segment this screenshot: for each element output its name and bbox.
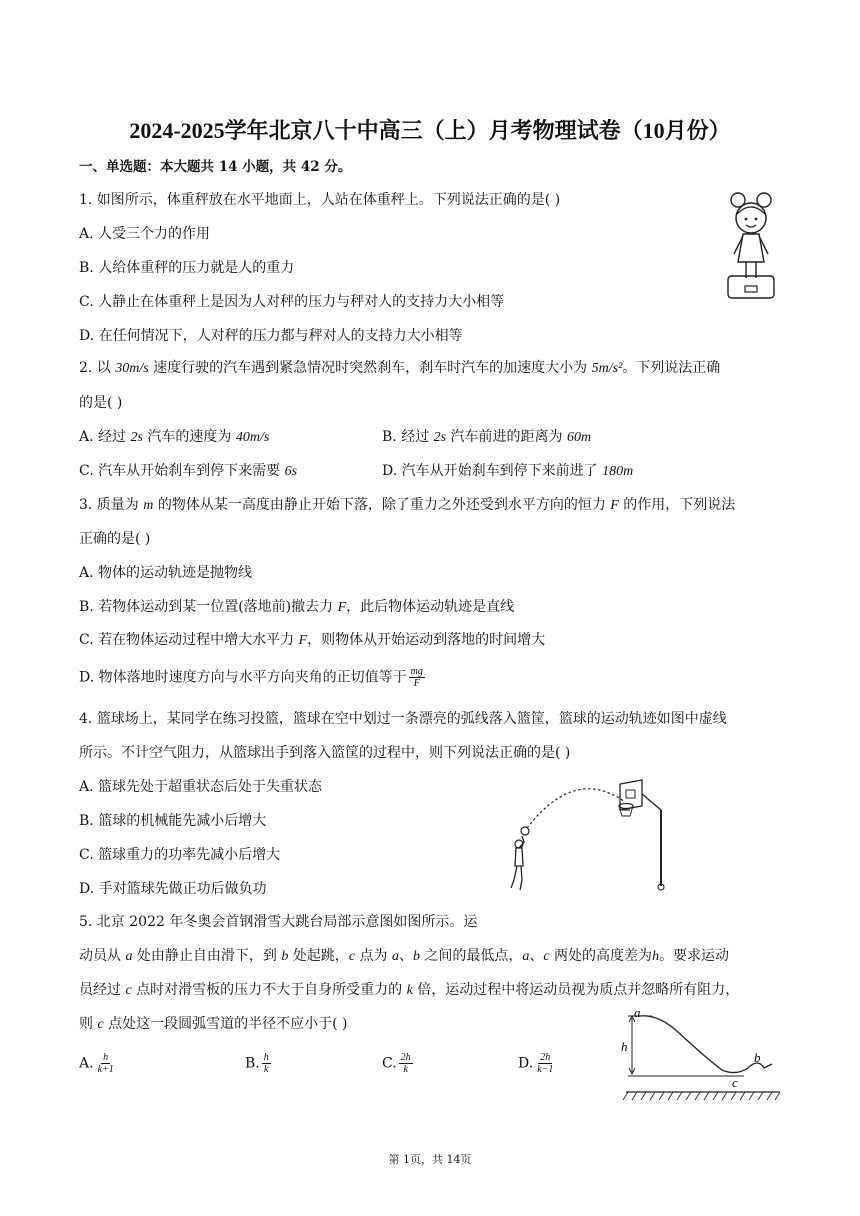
q5-d-fraction bbox=[535, 1052, 555, 1075]
q3-b-force: F bbox=[337, 600, 347, 615]
q2-c-value: 6s bbox=[284, 464, 298, 479]
q5-l4-var-c: c bbox=[97, 1017, 104, 1032]
q5-c-numerator: 2h bbox=[400, 1052, 411, 1063]
ski-jump-figure bbox=[618, 1006, 788, 1108]
q1-option-c: C. 人静止在体重秤上是因为人对秤的压力与秤对人的支持力大小相等 bbox=[79, 294, 505, 310]
q3-stem-line2: 正确的是( ) bbox=[79, 531, 151, 547]
q2-d-text: D. 汽车从开始刹车到停下来前进了 bbox=[382, 463, 603, 479]
q5-stem-line3 bbox=[79, 980, 739, 1001]
q5-d-label: D. bbox=[518, 1055, 534, 1072]
q2-stem-line1 bbox=[79, 358, 720, 379]
q3-c-text-2: ，则物体从开始运动到落地的时间增大 bbox=[307, 632, 546, 648]
q4-stem-line2: 所示。不计空气阻力，从篮球出手到落入篮筐的过程中，则下列说法正确的是( ) bbox=[79, 745, 571, 761]
q5-c-label: C. bbox=[382, 1055, 397, 1072]
fig-label-a: a bbox=[634, 1006, 641, 1020]
q2-a-text-1: A. 经过 bbox=[79, 429, 131, 445]
q5-d-denominator: k−1 bbox=[537, 1064, 554, 1075]
q5-l2-text-c: 处起跳， bbox=[288, 948, 349, 964]
q5-a-fraction bbox=[96, 1052, 116, 1075]
q5-b-denominator: k bbox=[264, 1064, 269, 1075]
q1-option-b: B. 人给体重秤的压力就是人的重力 bbox=[79, 260, 295, 276]
page-title: 2024-2025学年北京八十中高三（上）月考物理试卷（10月份） bbox=[129, 118, 731, 143]
q2-c-text: C. 汽车从开始刹车到停下来需要 bbox=[79, 463, 285, 479]
q3-text-3: 的作用，下列说法 bbox=[618, 497, 736, 513]
q5-l2-var-b: b bbox=[281, 949, 289, 964]
q3-b-text-2: ，此后物体运动轨迹是直线 bbox=[346, 599, 515, 615]
q5-stem-line1: 5. 北京 2022 年冬奥会首钢滑雪大跳台局部示意图如图所示。运 bbox=[79, 914, 478, 930]
q3-d-numerator: mg bbox=[410, 666, 423, 677]
q5-d-numerator: 2h bbox=[540, 1052, 551, 1063]
q4-stem-line1: 4. 篮球场上，某同学在练习投篮，篮球在空中划过一条漂亮的弧线落入篮筐，篮球的运动轨迹如图中虚线 bbox=[79, 711, 727, 727]
q2-speed: 30m/s bbox=[115, 361, 149, 376]
q5-l2-var-h: h bbox=[652, 949, 660, 964]
q2-text-2: 速度行驶的汽车遇到紧急情况时突然刹车，刹车时汽车的加速度大小为 bbox=[148, 360, 592, 376]
q5-stem-line4 bbox=[79, 1014, 348, 1035]
q3-option-d bbox=[79, 666, 427, 689]
q1-option-d: D. 在任何情况下，人对秤的压力都与秤对人的支持力大小相等 bbox=[79, 328, 463, 344]
q2-a-value: 40m/s bbox=[235, 430, 270, 445]
q2-option-a bbox=[79, 427, 269, 448]
q2-b-time: 2s bbox=[433, 430, 447, 445]
page-footer: 第 1页，共 14页 bbox=[388, 1153, 472, 1166]
q5-l4-text-a: 则 bbox=[79, 1016, 98, 1032]
q3-d-text: D. 物体落地时速度方向与水平方向夹角的正切值等于 bbox=[79, 669, 407, 686]
q5-b-numerator: h bbox=[263, 1052, 269, 1063]
q5-a-denominator: k+1 bbox=[97, 1064, 114, 1075]
q4-option-d: D. 手对篮球先做正功后做负功 bbox=[79, 881, 267, 897]
section-heading: 一、单选题：本大题共 14 小题，共 42 分。 bbox=[79, 159, 352, 175]
q3-d-denominator: F bbox=[413, 678, 420, 689]
q5-option-d bbox=[518, 1052, 557, 1075]
q5-b-label: B. bbox=[245, 1055, 260, 1072]
q3-b-text-1: B. 若物体运动到某一位置(落地前)撤去力 bbox=[79, 599, 338, 615]
q5-l2-var-c: c bbox=[348, 949, 356, 964]
q2-a-text-2: 汽车的速度为 bbox=[142, 429, 236, 445]
q5-a-label: A. bbox=[79, 1055, 94, 1072]
q5-c-denominator: k bbox=[403, 1064, 408, 1075]
q5-l2-text-i: 。要求运动 bbox=[659, 948, 730, 964]
q5-l3-var-c: c bbox=[125, 983, 132, 998]
q5-l3-text-c: 倍，运动过程中将运动员视为质点并忽略所有阻力， bbox=[412, 982, 740, 998]
q4-option-b: B. 篮球的机械能先减小后增大 bbox=[79, 813, 267, 829]
q2-option-b bbox=[382, 427, 591, 448]
q3-option-a: A. 物体的运动轨迹是抛物线 bbox=[79, 565, 253, 581]
q5-l2-text-e: 、 bbox=[398, 948, 413, 964]
q2-d-value: 180m bbox=[602, 464, 634, 479]
q5-l3-text-a: 员经过 bbox=[79, 982, 126, 998]
q3-option-b bbox=[79, 597, 514, 618]
q3-force: F bbox=[610, 498, 619, 513]
q5-l2-text-a: 动员从 bbox=[79, 948, 126, 964]
q5-a-numerator: h bbox=[103, 1052, 109, 1063]
q3-c-text-1: C. 若在物体运动过程中增大水平力 bbox=[79, 632, 299, 648]
q2-b-text-1: B. 经过 bbox=[382, 429, 434, 445]
q5-l2-var-a3: a bbox=[522, 949, 530, 964]
q4-option-c: C. 篮球重力的功率先减小后增大 bbox=[79, 847, 281, 863]
q3-d-fraction bbox=[409, 666, 425, 689]
q2-text-3: 。下列说法正确 bbox=[622, 360, 721, 376]
q2-b-text-2: 汽车前进的距离为 bbox=[446, 429, 567, 445]
q5-l3-text-b: 点时对滑雪板的压力不大于自身所受重力的 bbox=[131, 982, 407, 998]
girl-on-scale-figure bbox=[718, 190, 784, 302]
fig-label-h: h bbox=[621, 1039, 628, 1054]
q3-mass: m bbox=[143, 498, 154, 513]
basketball-shot-figure bbox=[505, 776, 675, 898]
q5-l4-text-b: 点处这一段圆弧雪道的半径不应小于( ) bbox=[103, 1016, 348, 1032]
q5-stem-line2 bbox=[79, 946, 729, 967]
q5-l3-var-k: k bbox=[406, 983, 413, 998]
q3-stem-line1 bbox=[79, 495, 735, 516]
q5-l2-var-c2: c bbox=[543, 949, 550, 964]
q5-option-c bbox=[382, 1052, 415, 1075]
q3-text-2: 的物体从某一高度由静止开始下落，除了重力之外还受到水平方向的恒力 bbox=[153, 497, 611, 513]
q5-l2-var-a: a bbox=[125, 949, 133, 964]
q4-option-a: A. 篮球先处于超重状态后处于失重状态 bbox=[79, 779, 323, 795]
q5-l2-var-a2: a bbox=[391, 949, 399, 964]
q5-b-fraction bbox=[262, 1052, 271, 1075]
q1-option-a: A. 人受三个力的作用 bbox=[79, 226, 211, 242]
q5-l2-var-b2: b bbox=[412, 949, 420, 964]
q5-c-fraction bbox=[399, 1052, 413, 1075]
q2-text-1: 2. 以 bbox=[79, 360, 116, 376]
q5-option-b bbox=[245, 1052, 273, 1075]
q2-option-c bbox=[79, 461, 297, 482]
q1-stem: 1. 如图所示，体重秤放在水平地面上，人站在体重秤上。下列说法正确的是( ) bbox=[79, 192, 561, 208]
q3-text-1: 3. 质量为 bbox=[79, 497, 144, 513]
q5-l2-text-g: 、 bbox=[529, 948, 544, 964]
q5-l2-text-f: 之间的最低点， bbox=[419, 948, 523, 964]
q2-stem-line2: 的是( ) bbox=[79, 395, 123, 411]
q2-b-value: 60m bbox=[567, 430, 592, 445]
fig-label-b: b bbox=[754, 1050, 761, 1065]
q3-option-c bbox=[79, 630, 545, 651]
q5-l2-text-b: 处由静止自由滑下，到 bbox=[132, 948, 282, 964]
q2-acceleration: 5m/s² bbox=[591, 361, 623, 376]
q3-c-force: F bbox=[298, 633, 308, 648]
q2-option-d bbox=[382, 461, 633, 482]
q5-l2-text-h: 两处的高度差为 bbox=[549, 948, 653, 964]
q2-a-time: 2s bbox=[130, 430, 143, 445]
q5-option-a bbox=[79, 1052, 118, 1075]
q5-l2-text-d: 点为 bbox=[355, 948, 392, 964]
fig-label-c: c bbox=[732, 1075, 738, 1090]
